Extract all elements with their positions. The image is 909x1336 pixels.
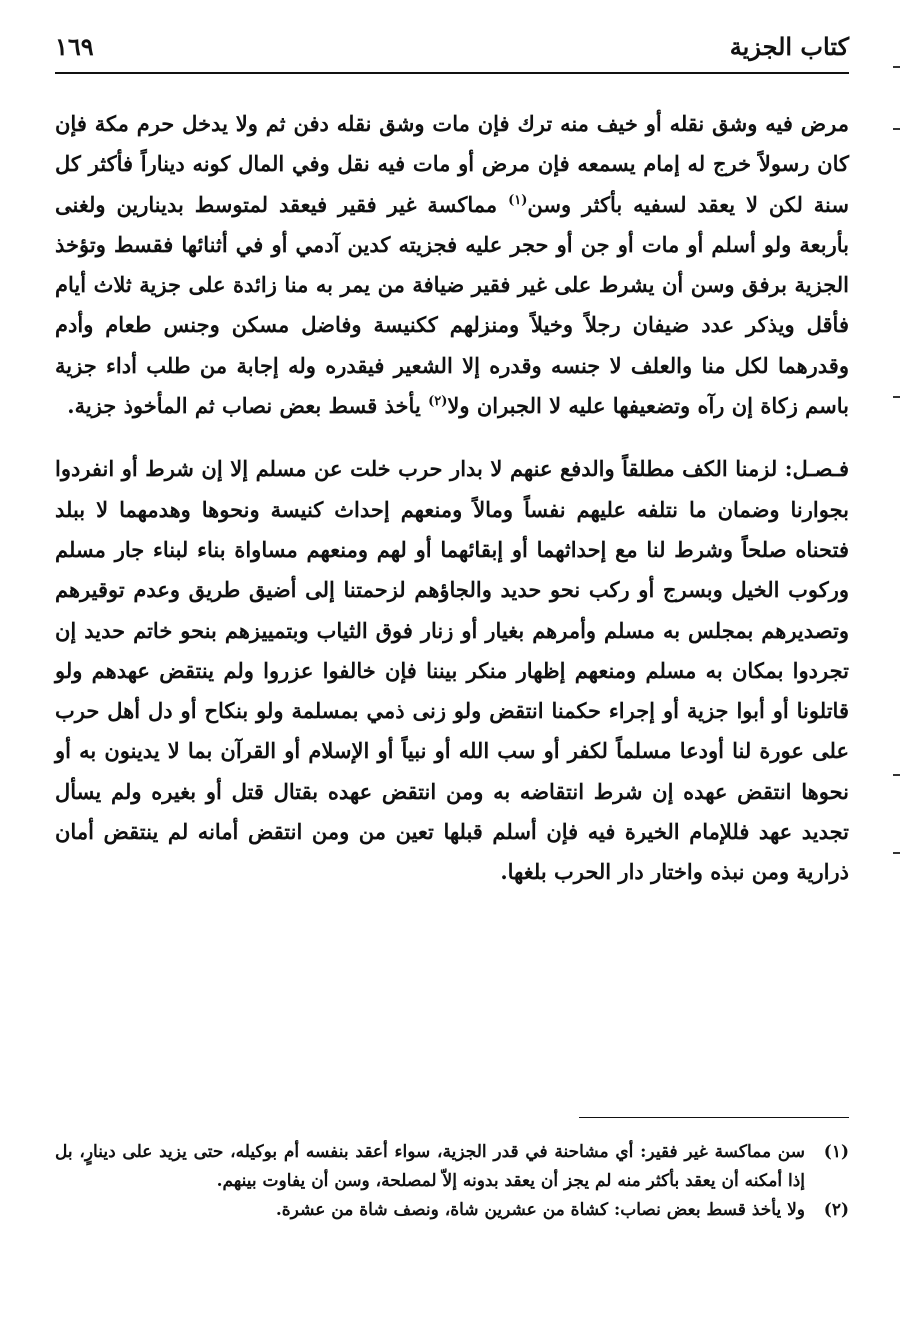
footnote-text: ولا يأخذ قسط بعض نصاب: كشاة من عشرين شاة، ونصف شاة من عشرة. [275, 1200, 805, 1220]
footnote-ref-2[interactable]: (٢) [428, 394, 448, 410]
footnote-divider [579, 1117, 849, 1118]
paragraph-2-text: لزمنا الكف مطلقاً والدفع عنهم لا بدار حرب خلت عن مسلم إلا إن شرط أو انفردوا بجوارنا وضمان ما نتلفه عليهم نفساً ومالاً ومنعهم إحداث كنيسة ونحوها وهدمهما لا ببلد فتحناه صلحاً وشرط لنا مع إحداثهما أو إبقائهما أو لهم ومنعهم مساواة بناء لبناء جار مسلم وركوب الخيل وبسرج أو ركب نحو حديد والجاؤهم لزحمتنا إلى أضيق طريق وعدم توقيرهم وتصديرهم بمجلس به مسلم وأمرهم بغيار أو زنار فوق الثياب وبتمييزهم بنحو خاتم حديد إن تجردوا بمكان به مسلم ومنعهم إظهار منكر بيننا فإن خالفوا عزروا ولم ينتقض عهدهم ولو قاتلونا أو أبوا جزية أو إجراء حكمنا انتقض ولو زنى ذمي بمسلمة ولو بنكاح أو دل أهل حرب على عورة لنا أودعا مسلماً لكفر أو سب الله أو نبياً أو الإسلام أو القرآن بما لا يدينون به أو نحوها انتقض عهده إن شرط انتقاضه به ومن انتقض عهده بقتال قتل أو بغيره ولم يسأل تجديد عهد فللإمام الخيرة فيه فإن أسلم قبلها تعين من ومن انتقض أمانه لم ينتقض أمان ذرارية ومن نبذه واختار دار الحرب بلغها. [55, 456, 849, 885]
paragraph-2 [55, 449, 849, 892]
paragraph-1-part-c: يأخذ قسط بعض نصاب ثم المأخوذ جزية. [67, 393, 429, 419]
scan-margin-mark [893, 396, 900, 398]
footnote-ref-1[interactable]: (١) [508, 192, 528, 208]
book-title: كتاب الجزية [729, 32, 849, 61]
paragraph-1-part-a: مرض فيه وشق نقله أو خيف منه ترك فإن مات وشق نقله دفن ثم ولا يدخل حرم مكة فإن كان رسولاً خرج له إمام يسمعه فإن مرض أو مات فيه نقل وفي المال كونه ديناراً فأكثر كل سنة لكن لا يعقد لسفيه بأكثر وسن [55, 111, 849, 217]
footnote-1 [55, 1138, 849, 1196]
page-header [55, 28, 849, 74]
footnotes [55, 1138, 849, 1225]
main-text [55, 104, 849, 893]
footnote-text: سن مماكسة غير فقير: أي مشاحنة في قدر الجزية، سواء أعقد بنفسه أم بوكيله، حتى يزيد على دينارٍ، بل إذا أمكنه أن يعقد بأكثر منه لم يجز أن يعقد بدونه إلاّ لمصلحة، وسن أن يفاوت بينهم. [55, 1142, 805, 1191]
page-number: ١٦٩ [55, 32, 94, 61]
scan-margin-mark [893, 66, 900, 68]
section-label-fasl: فـصـل: [784, 456, 849, 482]
footnote-number: (١) [823, 1142, 849, 1162]
paragraph-1-part-b: مماكسة غير فقير فيعقد لمتوسط بدينارين ولغنى بأربعة ولو أسلم أو مات أو جن أو حجر عليه فجزيته كدين آدمي أو في أثنائها فقسط وتؤخذ الجزية برفق وسن أن يشرط على غير فقير ضيافة من يمر به منا زائدة على جزية ثلاث أيام فأقل ويذكر عدد ضيفان رجلاً وخيلاً ومنزلهم ككنيسة وفاضل مسكن وجنس طعام وأدم وقدرهما لكل منا والعلف لا جنسه وقدره إلا الشعير فيقدره وله إجابة من طلب أداء جزية باسم زكاة إن رآه وتضعيفها عليه لا الجبران ولا [55, 191, 849, 419]
scan-margin-mark [893, 128, 900, 130]
paragraph-1 [55, 104, 849, 426]
footnote-2 [55, 1196, 849, 1225]
footnote-number: (٢) [823, 1200, 849, 1220]
scan-margin-mark [893, 852, 900, 854]
scan-margin-mark [893, 774, 900, 776]
